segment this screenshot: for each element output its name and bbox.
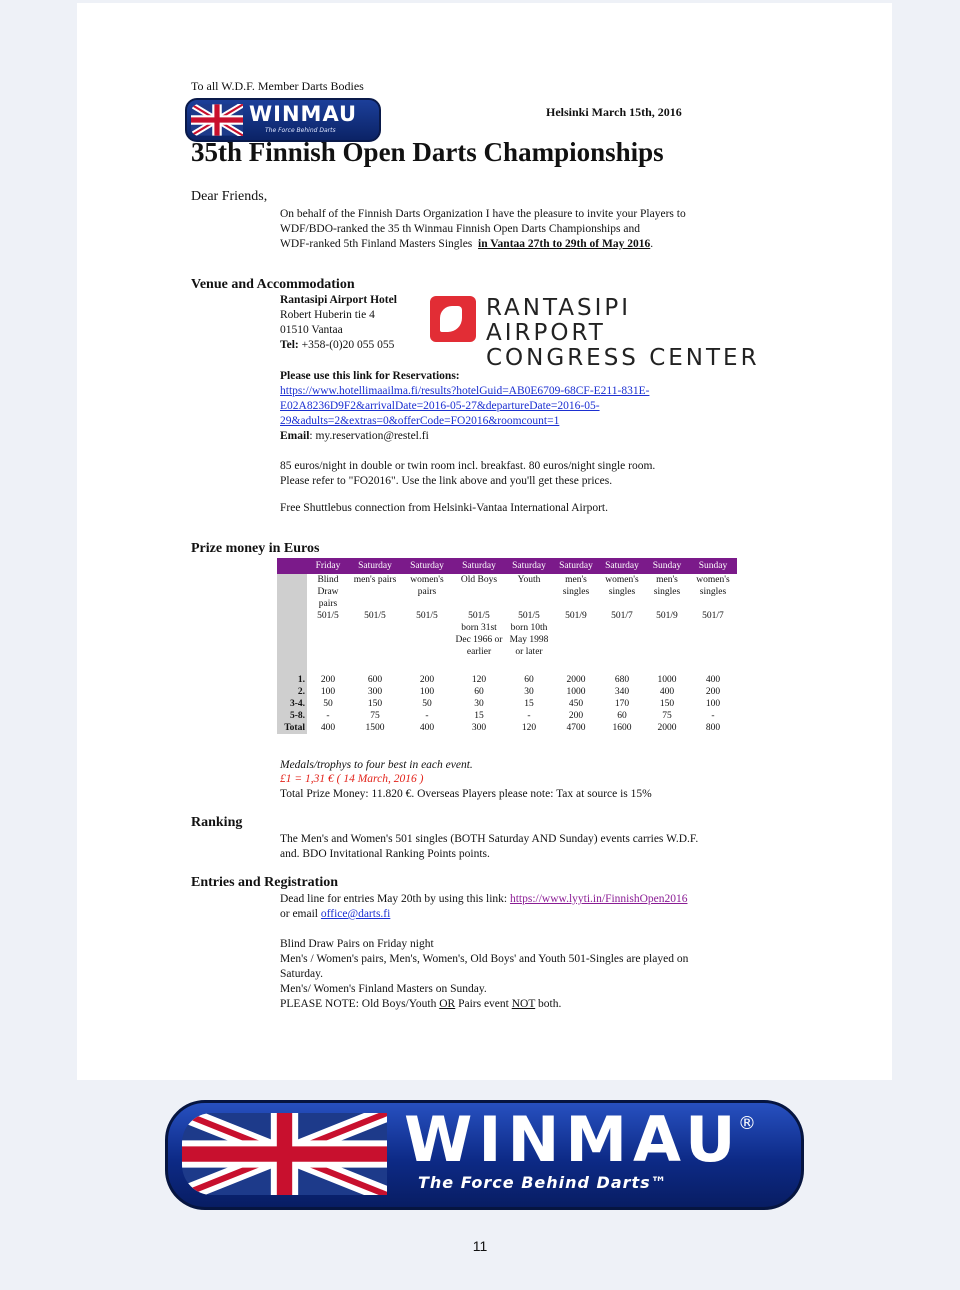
prize-cell: 680 (614, 675, 630, 685)
age-notes-row (277, 622, 737, 674)
prize-row (277, 674, 737, 686)
logo-wordmark: WINMAU (249, 102, 358, 126)
prize-cell: 60 (474, 687, 484, 697)
hotel-street: Robert Huberin tie 4 (280, 309, 375, 321)
ranking-text (280, 832, 780, 862)
prize-cell: 200 (320, 675, 336, 685)
reservation-link[interactable]: https://www.hotellimaailma.fi/results?hotelGuid=AB0E6709-68CF-E211-831E- (280, 385, 650, 397)
prize-cell: - (711, 711, 715, 721)
corner-cell (277, 558, 307, 574)
prize-cell: 200 (568, 711, 584, 721)
age-note-cell (401, 622, 453, 674)
email-value: : my.reservation@restel.fi (309, 430, 429, 442)
union-flag-icon (182, 1113, 387, 1195)
phone-label: Tel: (280, 339, 299, 351)
prize-cell: 100 (705, 699, 721, 709)
prize-cell: 340 (614, 687, 630, 697)
prize-cell: 1500 (365, 723, 385, 733)
prize-cell: 60 (617, 711, 627, 721)
or-email-text: or email (280, 908, 318, 920)
prize-cell: 600 (367, 675, 383, 685)
prize-cell: 300 (367, 687, 383, 697)
exchange-rate: £1 = 1,31 € ( 14 March, 2016 ) (280, 773, 424, 785)
format-cell: 501/7 (702, 611, 724, 621)
phone-number: +358-(0)20 055 055 (301, 339, 395, 351)
office-email-link[interactable]: office@darts.fi (320, 908, 391, 920)
total-prize-money: Total Prize Money: 11.820 €. Overseas Players please note: Tax at source is 15% (280, 788, 652, 800)
age-note-cell (553, 622, 599, 674)
label-cell (277, 622, 307, 674)
event-cell: men's singles (653, 575, 681, 597)
ranking-heading: Ranking (191, 815, 243, 830)
prize-heading: Prize money in Euros (191, 541, 320, 556)
venue-heading: Venue and Accommodation (191, 277, 355, 292)
formats-row (277, 610, 737, 622)
event-cell: women's pairs (410, 575, 444, 597)
age-note-cell (307, 622, 349, 674)
day-cell: Sunday (689, 558, 737, 574)
document-page (77, 3, 892, 1080)
event-cell: Youth (517, 575, 541, 585)
note-line: Men's/ Women's Finland Masters on Sunday. (280, 983, 487, 995)
prize-cell: 300 (471, 723, 487, 733)
format-cell: 501/5 (317, 611, 339, 621)
day-cell: Saturday (505, 558, 553, 574)
winmau-logo-large (165, 1100, 804, 1210)
label-cell (277, 574, 307, 610)
note-line: Blind Draw Pairs on Friday night (280, 938, 434, 950)
day-cell: Saturday (553, 558, 599, 574)
prize-cell: - (527, 711, 531, 721)
intro-line: WDF/BDO-ranked the 35 th Winmau Finnish Open Darts Championships and (280, 223, 640, 235)
prize-row (277, 698, 737, 710)
place-cell: 5-8. (277, 710, 307, 722)
place-cell: 3-4. (277, 698, 307, 710)
age-note-cell (349, 622, 401, 674)
prize-cell: 400 (705, 675, 721, 685)
note-part: Pairs event (458, 998, 509, 1010)
prize-cell: 200 (705, 687, 721, 697)
logo-tagline: The Force Behind Darts™ (418, 1173, 668, 1192)
logo-line: RANTASIPI AIRPORT (486, 295, 632, 346)
prize-cell: 800 (705, 723, 721, 733)
prize-cell: 30 (474, 699, 484, 709)
page-title: 35th Finnish Open Darts Championships (191, 137, 664, 167)
event-notes (280, 937, 780, 1012)
rantasipi-logo (430, 295, 760, 371)
intro-line: On behalf of the Finnish Darts Organization I have the pleasure to invite your Players to (280, 208, 686, 220)
price-line: Please refer to "FO2016". Use the link above and you'll get these prices. (280, 475, 613, 487)
hotel-name: Rantasipi Airport Hotel (280, 294, 397, 306)
prize-cell: 150 (659, 699, 675, 709)
registration-link[interactable]: https://www.lyyti.in/FinnishOpen2016 (509, 893, 688, 905)
prize-cell: 400 (320, 723, 336, 733)
reservation-link[interactable]: 29&adults=2&extras=0&offerCode=FO2016&roomcount=1 (280, 415, 560, 427)
place-cell: 2. (277, 686, 307, 698)
note-part: both. (538, 998, 562, 1010)
format-cell: 501/5 (416, 611, 438, 621)
place-cell: 1. (277, 674, 307, 686)
page-number: 11 (472, 1238, 488, 1254)
price-line: 85 euros/night in double or twin room incl. breakfast. 80 euros/night single room. (280, 460, 656, 472)
format-cell: 501/9 (565, 611, 587, 621)
prize-cell: 100 (419, 687, 435, 697)
prize-cell: - (326, 711, 330, 721)
age-note-cell (645, 622, 689, 674)
prize-cell: 15 (474, 711, 484, 721)
reservation-link[interactable]: E02A8236D9F2&arrivalDate=2016-05-27&departureDate=2016-05- (280, 400, 600, 412)
medals-note: Medals/trophys to four best in each event. (280, 759, 473, 771)
age-note-cell: born 31st Dec 1966 or earlier (455, 623, 503, 657)
day-cell: Saturday (349, 558, 401, 574)
prize-cell: 450 (568, 699, 584, 709)
prize-cell: 2000 (566, 675, 586, 685)
event-cell: women's singles (696, 575, 730, 597)
ranking-line: and. BDO Invitational Ranking Points points. (280, 848, 490, 860)
age-note-cell: born 10th May 1998 or later (509, 623, 549, 657)
format-cell: 501/5 (364, 611, 386, 621)
ranking-line: The Men's and Women's 501 singles (BOTH Saturday AND Sunday) events carries W.D.F. (280, 833, 699, 845)
winmau-logo-small (185, 98, 381, 142)
prize-cell: 4700 (566, 723, 586, 733)
age-note-cell (689, 622, 737, 674)
shuttle-info: Free Shuttlebus connection from Helsinki-Vantaa International Airport. (280, 502, 608, 514)
intro-line-text: WDF-ranked 5th Finland Masters Singles (280, 238, 473, 250)
note-part: PLEASE NOTE: Old Boys/Youth (280, 998, 437, 1010)
note-line (280, 997, 780, 1012)
day-cell: Saturday (401, 558, 453, 574)
note-line: Men's / Women's pairs, Men's, Women's, Old Boys' and Youth 501-Singles are played on (280, 953, 689, 965)
prize-cell: 1000 (566, 687, 586, 697)
prize-cell: 120 (521, 723, 537, 733)
union-flag-icon (191, 104, 243, 136)
prize-cell: 50 (422, 699, 432, 709)
hotel-phone (280, 338, 430, 353)
prize-cell: 75 (662, 711, 672, 721)
intro-line: WDF-ranked 5th Finland Masters Singles in Vantaa 27th to 29th of May 2016. (280, 238, 654, 250)
logo-tagline: The Force Behind Darts (265, 127, 336, 134)
prize-cell: 120 (471, 675, 487, 685)
logo-line: CONGRESS CENTER (486, 345, 760, 371)
prize-cell: 400 (659, 687, 675, 697)
prize-cell: 170 (614, 699, 630, 709)
event-cell: Old Boys (460, 575, 498, 585)
hotel-address (280, 293, 430, 353)
days-row (277, 558, 737, 574)
prize-cell: 400 (419, 723, 435, 733)
deadline-text: Dead line for entries May 20th by using this link: (280, 893, 508, 905)
prize-row (277, 710, 737, 722)
label-cell (277, 610, 307, 622)
registered-mark: ® (738, 1113, 756, 1134)
logo-wordmark: WINMAU (404, 1103, 742, 1176)
prize-cell: 150 (367, 699, 383, 709)
prize-row (277, 686, 737, 698)
prize-cell: - (425, 711, 429, 721)
event-cell: women's singles (605, 575, 639, 597)
prize-cell: 1600 (612, 723, 632, 733)
note-emphasis: NOT (511, 998, 536, 1010)
event-cell: men's pairs (353, 575, 397, 585)
total-row (277, 722, 737, 734)
format-cell: 501/7 (611, 611, 633, 621)
addressee-line: To all W.D.F. Member Darts Bodies (191, 79, 364, 93)
format-cell: 501/5 (518, 611, 540, 621)
reservation-heading: Please use this link for Reservations: (280, 370, 460, 382)
date-line: Helsinki March 15th, 2016 (546, 105, 682, 119)
prize-cell: 15 (524, 699, 534, 709)
event-dates: in Vantaa 27th to 29th of May 2016 (478, 238, 651, 250)
event-cell: Blind Draw pairs (317, 575, 339, 609)
day-cell: Saturday (599, 558, 645, 574)
age-note-cell (599, 622, 645, 674)
format-cell: 501/5 (468, 611, 490, 621)
reservation-block (280, 369, 760, 444)
prize-cell: 2000 (657, 723, 677, 733)
prize-cell: 30 (524, 687, 534, 697)
reservation-email (280, 429, 760, 444)
prize-cell: 100 (320, 687, 336, 697)
format-cell: 501/9 (656, 611, 678, 621)
prize-cell: 50 (323, 699, 333, 709)
greeting: Dear Friends, (191, 189, 268, 204)
hotel-postal: 01510 Vantaa (280, 324, 343, 336)
price-info (280, 459, 760, 489)
day-cell: Sunday (645, 558, 689, 574)
prize-cell: 75 (370, 711, 380, 721)
entries-heading: Entries and Registration (191, 875, 338, 890)
event-cell: men's singles (562, 575, 590, 597)
note-emphasis: OR (439, 998, 456, 1010)
note-line: Saturday. (280, 968, 324, 980)
events-row (277, 574, 737, 610)
email-label: Email (280, 430, 310, 442)
day-cell: Saturday (453, 558, 505, 574)
prize-cell: 200 (419, 675, 435, 685)
intro-paragraph (280, 207, 770, 252)
prize-table (277, 558, 737, 734)
prize-cell: 1000 (657, 675, 677, 685)
prize-cell: 60 (524, 675, 534, 685)
horse-head-icon (430, 296, 476, 342)
place-cell: Total (277, 722, 307, 734)
day-cell: Friday (307, 558, 349, 574)
entries-text (280, 892, 780, 922)
